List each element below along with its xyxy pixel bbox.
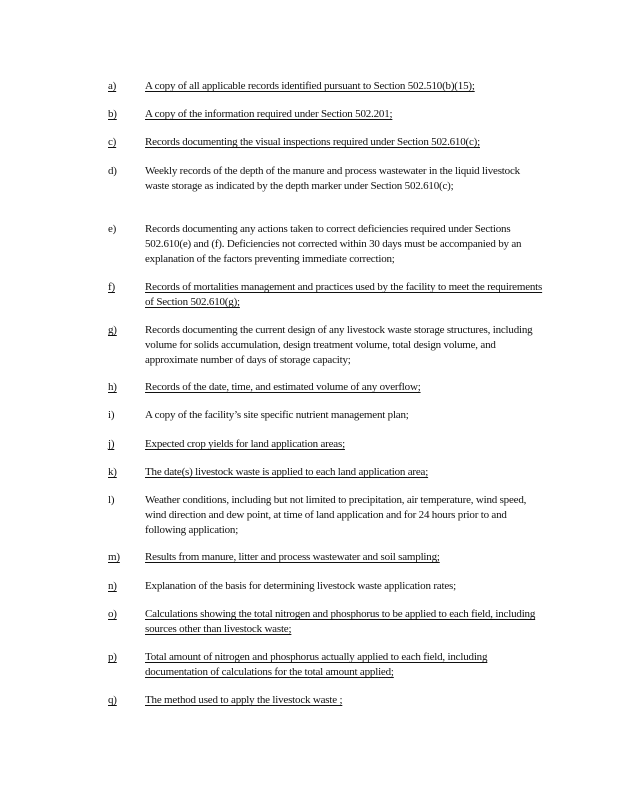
- item-label: i): [108, 409, 115, 421]
- item-text: Records of the date, time, and estimated volume of any overflow;: [145, 381, 421, 393]
- item-label: l): [108, 494, 115, 506]
- item-text: Explanation of the basis for determining livestock waste application rates;: [145, 580, 456, 592]
- item-text: A copy of the information required under Section 502.201;: [145, 108, 393, 120]
- item-text: Results from manure, litter and process wastewater and soil sampling;: [145, 551, 440, 563]
- item-text: The method used to apply the livestock waste ;: [145, 694, 343, 706]
- item-text: Total amount of nitrogen and phosphorus actually applied to each field, including documentation of calculations for the total amount applied;: [145, 651, 488, 678]
- item-label: c): [108, 136, 117, 148]
- item-text: Records documenting the current design of any livestock waste storage structures, including volume for solids accumulation, design treatment volume, total design volume, and approximate number of days of storage capacity;: [145, 324, 533, 366]
- item-text: Calculations showing the total nitrogen and phosphorus to be applied to each field, including sources other than livestock waste;: [145, 608, 536, 635]
- item-label: b): [108, 108, 117, 120]
- item-text: Records documenting any actions taken to correct deficiencies required under Sections 502.610(e) and (f). Deficiencies not corrected within 30 days must be accompanied by an explanation of the factors preventing immediate correction;: [145, 223, 522, 265]
- item-text: A copy of the facility’s site specific nutrient management plan;: [145, 409, 409, 421]
- item-label: h): [108, 381, 117, 393]
- item-text: A copy of all applicable records identified pursuant to Section 502.510(b)(15);: [145, 80, 475, 92]
- item-text: Weekly records of the depth of the manure and process wastewater in the liquid livestock waste storage as indicated by the depth marker under Section 502.610(c);: [145, 165, 520, 192]
- item-label: k): [108, 466, 117, 478]
- item-label: f): [108, 281, 115, 293]
- item-label: g): [108, 324, 117, 336]
- item-label: e): [108, 223, 117, 235]
- item-text: Records documenting the visual inspections required under Section 502.610(c);: [145, 136, 480, 148]
- item-label: d): [108, 165, 117, 177]
- item-text: Expected crop yields for land application areas;: [145, 438, 345, 450]
- item-text: Records of mortalities management and practices used by the facility to meet the requirements of Section 502.610(g);: [145, 281, 543, 308]
- item-label: o): [108, 608, 117, 620]
- item-label: a): [108, 80, 117, 92]
- item-label: n): [108, 580, 117, 592]
- item-text: Weather conditions, including but not limited to precipitation, air temperature, wind speed, wind direction and dew point, at time of land application and for 24 hours prior to and following application;: [145, 494, 527, 536]
- item-label: j): [108, 438, 115, 450]
- item-label: p): [108, 651, 117, 663]
- item-label: m): [108, 551, 120, 563]
- item-text: The date(s) livestock waste is applied to each land application area;: [145, 466, 429, 478]
- item-label: q): [108, 694, 117, 706]
